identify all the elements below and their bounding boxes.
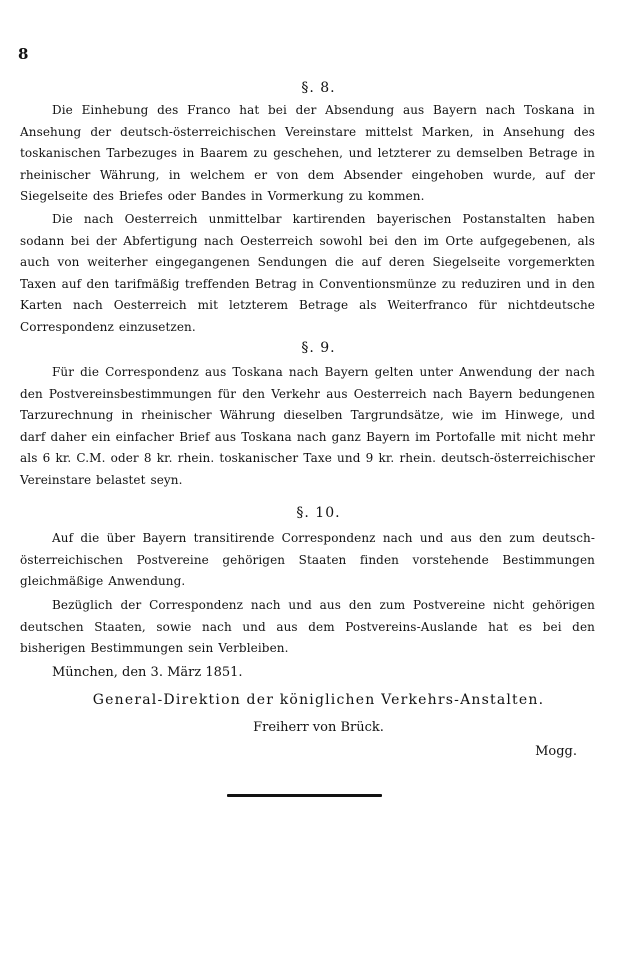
signer-name: Freiherr von Brück. bbox=[253, 720, 384, 735]
issuing-authority: General-Direktion der königlichen Verkehrs-Anstalten. bbox=[92, 692, 545, 708]
section-10-paragraph-1: Auf die über Bayern transitirende Correspondenz nach und aus den zum deutsch-österreichischen Postvereine gehörigen Staaten finden vorstehende Bestimmungen gleichmäßige Anwendung. bbox=[20, 531, 595, 589]
section-8-paragraph-2: Die nach Oesterreich unmittelbar kartirenden bayerischen Postanstalten haben sodann bei der Abfertigung nach Oesterreich sowohl bei den im Orte aufgegebenen, als auch von weiterher eingegangenen Sendungen die auf deren Siegelseite vorgemerkten Taxen auf den tarifmäßig treffenden Betrag in Conventionsmünze zu reduziren und in den Karten nach Oesterreich mit letzterem Betrage als Weiterfranco für nichtdeutsche Correspondenz einzusetzen. bbox=[20, 212, 595, 334]
section-10-heading: §. 10. bbox=[296, 505, 341, 521]
section-8-heading: §. 8. bbox=[301, 80, 336, 96]
section-10-paragraph-2: Bezüglich der Correspondenz nach und aus den zum Postvereine nicht gehörigen deutschen Staaten, sowie nach und aus dem Postvereins-Auslande hat es bei den bisherigen Bestimmungen sein Verbleiben. bbox=[20, 598, 595, 656]
section-9-paragraph-1: Für die Correspondenz aus Toskana nach Bayern gelten unter Anwendung der nach den Postvereinsbestimmungen für den Verkehr aus Oesterreich nach Bayern bedungenen Tarzurechnung in rheinischer Währung dieselben Targrundsätze, wie im Hinwege, und darf daher ein einfacher Brief aus Toskana nach ganz Bayern im Portofalle mit nicht mehr als 6 kr. C.M. oder 8 kr. rhein. toskanischer Taxe und 9 kr. rhein. deutsch-österreichischer Vereinstare belastet seyn. bbox=[20, 365, 595, 487]
closing-rule bbox=[227, 794, 382, 797]
section-8-paragraph-1: Die Einhebung des Franco hat bei der Absendung aus Bayern nach Toskana in Ansehung der deutsch-österreichischen Vereinstare mittelst Marken, in Ansehung des toskanischen Tarbezuges in Baarem zu geschehen, und letzterer zu demselben Betrage in rheinischer Währung, in welchem er von dem Absender eingehoben wurde, auf der Siegelseite des Briefes oder Bandes in Vormerkung zu kommen. bbox=[20, 103, 595, 204]
countersign-name: Mogg. bbox=[535, 744, 577, 759]
section-9-heading: §. 9. bbox=[301, 340, 336, 356]
closing-date: München, den 3. März 1851. bbox=[52, 665, 243, 680]
page-number: 8 bbox=[18, 45, 29, 63]
